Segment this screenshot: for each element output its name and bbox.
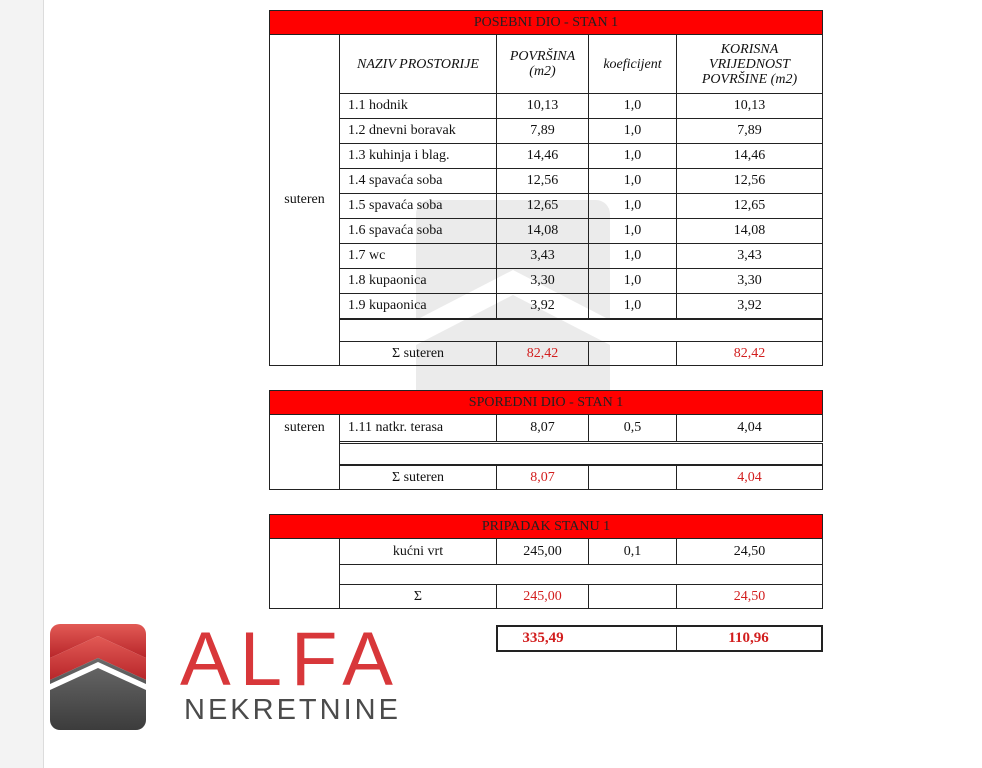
- table-row-name: 1.2 dnevni boravak: [339, 118, 497, 144]
- table-row-coef: 1,0: [588, 193, 677, 219]
- table-row-useful: 12,65: [676, 193, 823, 219]
- table-row-area: 14,08: [496, 218, 589, 244]
- section2-total-area: 8,07: [496, 465, 589, 490]
- table-row-name: 1.9 kupaonica: [339, 293, 497, 319]
- header-area: POVRŠINA (m2): [496, 34, 589, 94]
- table-row-useful: 12,56: [676, 168, 823, 194]
- header-useful-area: KORISNA VRIJEDNOST POVRŠINE (m2): [676, 34, 823, 94]
- section1-spacer-row: [339, 319, 823, 342]
- table-row-area: 12,56: [496, 168, 589, 194]
- table-row-name: 1.7 wc: [339, 243, 497, 269]
- section2-spacer-row: [339, 443, 823, 465]
- table-row-coef: 1,0: [588, 118, 677, 144]
- section1-floor-label: suteren: [269, 34, 340, 366]
- section3-total-label: Σ: [339, 584, 497, 609]
- page-margin: [0, 0, 44, 768]
- section2-total-label: Σ suteren: [339, 465, 497, 490]
- table-row-useful: 10,13: [676, 93, 823, 119]
- section1-total-useful: 82,42: [676, 341, 823, 366]
- table-row-coef: 1,0: [588, 218, 677, 244]
- table-row-name: 1.11 natkr. terasa: [339, 414, 497, 442]
- table-row-area: 12,65: [496, 193, 589, 219]
- table-row-name: 1.8 kupaonica: [339, 268, 497, 294]
- table-row-useful: 14,46: [676, 143, 823, 169]
- table-row-coef: 0,1: [588, 538, 677, 565]
- table-row-useful: 3,92: [676, 293, 823, 319]
- table-row-area: 10,13: [496, 93, 589, 119]
- table-row-coef: 1,0: [588, 243, 677, 269]
- table-row-name: 1.3 kuhinja i blag.: [339, 143, 497, 169]
- table-row-coef: 1,0: [588, 143, 677, 169]
- section2-total-coef-empty: [588, 465, 677, 490]
- section3-total-area: 245,00: [496, 584, 589, 609]
- table-row-useful: 3,30: [676, 268, 823, 294]
- section2-title: SPOREDNI DIO - STAN 1: [269, 390, 823, 415]
- table-row-area: 7,89: [496, 118, 589, 144]
- table-row-area: 3,43: [496, 243, 589, 269]
- table-row-name: 1.1 hodnik: [339, 93, 497, 119]
- table-row-area: 14,46: [496, 143, 589, 169]
- table-row-name: 1.4 spavaća soba: [339, 168, 497, 194]
- section3-title: PRIPADAK STANU 1: [269, 514, 823, 539]
- table-row-useful: 14,08: [676, 218, 823, 244]
- section3-floor-empty: [269, 538, 340, 609]
- table-row-coef: 1,0: [588, 168, 677, 194]
- logo-subtitle: NEKRETNINE: [184, 694, 401, 726]
- alfa-house-logo-icon: [50, 624, 146, 730]
- section1-total-label: Σ suteren: [339, 341, 497, 366]
- grand-total-area: 335,49: [496, 625, 677, 652]
- table-row-useful: 4,04: [676, 414, 823, 442]
- table-row-area: 3,30: [496, 268, 589, 294]
- table-row-useful: 3,43: [676, 243, 823, 269]
- table-row-area: 3,92: [496, 293, 589, 319]
- section1-title: POSEBNI DIO - STAN 1: [269, 10, 823, 35]
- header-room-name: NAZIV PROSTORIJE: [339, 34, 497, 94]
- table-row-coef: 1,0: [588, 268, 677, 294]
- section1-total-coef-empty: [588, 341, 677, 366]
- table-row-coef: 0,5: [588, 414, 677, 442]
- table-row-coef: 1,0: [588, 293, 677, 319]
- table-row-area: 8,07: [496, 414, 589, 442]
- table-row-useful: 7,89: [676, 118, 823, 144]
- section1-total-area: 82,42: [496, 341, 589, 366]
- section3-spacer-row: [339, 564, 823, 585]
- table-row-name: 1.5 spavaća soba: [339, 193, 497, 219]
- section2-floor-label: suteren: [269, 414, 340, 490]
- table-row-name: 1.6 spavaća soba: [339, 218, 497, 244]
- section3-total-coef-empty: [588, 584, 677, 609]
- header-coefficient: koeficijent: [588, 34, 677, 94]
- table-row-name: kućni vrt: [339, 538, 497, 565]
- section2-total-useful: 4,04: [676, 465, 823, 490]
- grand-total-useful: 110,96: [676, 625, 823, 652]
- logo-wordmark: ALFA: [180, 617, 402, 702]
- table-row-area: 245,00: [496, 538, 589, 565]
- table-row-useful: 24,50: [676, 538, 823, 565]
- section3-total-useful: 24,50: [676, 584, 823, 609]
- table-row-coef: 1,0: [588, 93, 677, 119]
